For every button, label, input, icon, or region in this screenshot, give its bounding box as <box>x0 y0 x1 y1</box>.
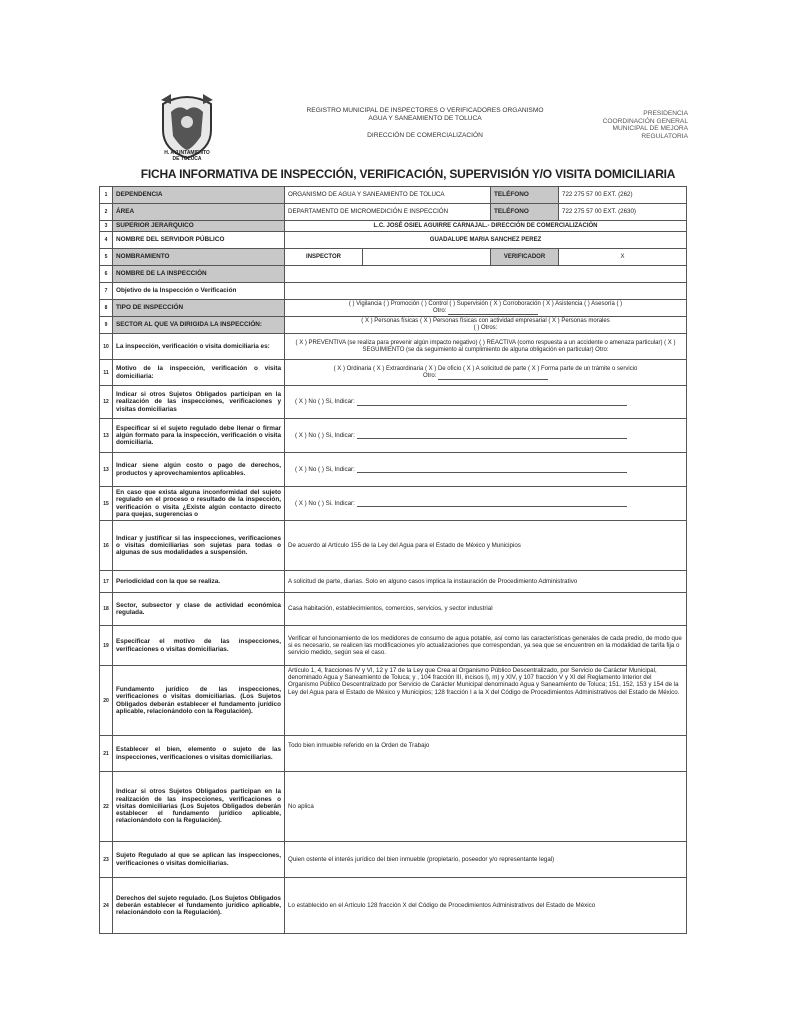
inspection-type-options: ( ) Vigilancia ( ) Promoción ( ) Control ( ) Supervisión ( X ) Corroboración ( X ) Asistencia ( ) Asesoría ( ) <box>348 301 623 307</box>
table-row <box>100 878 687 934</box>
row-number: 15 <box>100 487 113 521</box>
page-title: FICHA INFORMATIVA DE INSPECCIÓN, VERIFICACIÓN, SUPERVISIÓN Y/O VISITA DOMICILIARIA <box>140 167 676 181</box>
table-row <box>100 453 687 487</box>
row-number: 23 <box>100 842 113 878</box>
field-value: ( X ) PREVENTIVA (se realiza para prevenir algún impacto negativo) ( ) REACTIVA (como respuesta a un accidente o amenaza particular) ( X ) SEGUIMIENTO (se da seguimiento al cumplimiento de alguna obligación en particular) Otro: <box>285 334 687 360</box>
table-row <box>100 772 687 842</box>
header-right-line2: COORDINACIÓN GENERAL <box>602 117 688 125</box>
table-row <box>100 249 687 266</box>
header-right-line3: MUNICIPAL DE MEJORA <box>612 125 688 133</box>
header-center-line1: REGISTRO MUNICIPAL DE INSPECTORES O VERIFICADORES ORGANISMO <box>306 107 544 114</box>
field-value: A solicitud de parte, diarias. Solo en alguno casos implica la instauración de Procedimiento Administrativo <box>285 571 687 593</box>
table-row <box>100 521 687 571</box>
field-value: De acuerdo al Artículo 155 de la Ley del Agua para el Estado de México y Municipios <box>285 521 687 571</box>
field-value <box>285 266 687 283</box>
blank-line <box>438 373 548 380</box>
blank-line <box>357 466 627 473</box>
blank-line <box>357 500 627 507</box>
row-number: 2 <box>100 204 113 221</box>
row-number: 7 <box>100 283 113 300</box>
sector-other: ( ) Otros: <box>473 325 498 331</box>
verificador-label: VERIFICADOR <box>491 249 559 266</box>
field-label: Indicar siene algún costo o pago de derechos, productos y aprovechamientos aplicables. <box>113 453 285 487</box>
motive-options: ( X ) Ordinaria ( X ) Extraordinaria ( X ) De oficio ( X ) A solicitud de parte ( X ) Forma parte de un trámite o servicio <box>333 365 638 372</box>
table-row <box>100 736 687 772</box>
field-label: Sector, subsector y clase de actividad económica regulada. <box>113 593 285 626</box>
answer-options: ( X ) No ( ) Si, Indicar: <box>295 465 355 473</box>
field-label: La inspección, verificación o visita domiciliaria es: <box>113 334 285 360</box>
field-label: Especificar el motivo de las inspecciones, verificaciones o visitas domiciliarias. <box>113 626 285 666</box>
field-value: No aplica <box>285 772 687 842</box>
table-row <box>100 487 687 521</box>
row-number: 9 <box>100 317 113 334</box>
field-value: Quien ostente el interés jurídico del bien inmueble (propietario, poseedor y/o representante legal) <box>285 842 687 878</box>
field-label: Objetivo de la Inspección o Verificación <box>113 283 285 300</box>
row-number: 11 <box>100 360 113 386</box>
row-number: 3 <box>100 221 113 232</box>
blank-line <box>357 399 627 406</box>
row-number: 4 <box>100 232 113 249</box>
row-number: 21 <box>100 736 113 772</box>
row-number: 10 <box>100 334 113 360</box>
field-value <box>285 360 687 386</box>
field-label: Motivo de la inspección, verificación o visita domiciliaria: <box>113 360 285 386</box>
field-label: ÁREA <box>113 204 285 221</box>
field-value: L.C. JOSÉ OSIEL AGUIRRE CARNAJAL.- DIRECCIÓN DE COMERCIALIZACIÓN <box>285 221 687 232</box>
field-value: GUADALUPE MARIA SANCHEZ PEREZ <box>285 232 687 249</box>
row-number: 1 <box>100 187 113 204</box>
inspection-form-table <box>99 186 687 934</box>
field-label: Periodicidad con la que se realiza. <box>113 571 285 593</box>
table-row <box>100 666 687 736</box>
answer-options: ( X ) No ( ) Si, Indicar: <box>295 431 355 439</box>
header-right-line4: REGULATORIA <box>641 132 688 140</box>
field-value: Casa habitación, establecimientos, comercios, servicios, y sector industrial <box>285 593 687 626</box>
header-center-line2: AGUA Y SANEAMIENTO DE TOLUCA <box>368 115 482 122</box>
row-number: 8 <box>100 300 113 317</box>
field-label: SECTOR AL QUE VA DIRIGIDA LA INSPECCIÓN: <box>113 317 285 334</box>
field-label: NOMBRAMIENTO <box>113 249 285 266</box>
field-label: NOMBRE DE LA INSPECCIÓN <box>113 266 285 283</box>
field-value <box>285 300 687 317</box>
field-value <box>285 317 687 334</box>
verificador-mark: X <box>559 249 687 266</box>
table-row <box>100 593 687 626</box>
table-row <box>100 360 687 386</box>
table-row <box>100 300 687 317</box>
table-row <box>100 386 687 419</box>
inspector-mark-cell <box>363 249 491 266</box>
field-value <box>285 487 687 521</box>
field-value <box>285 453 687 487</box>
field-label: Indicar si otros Sujetos Obligados participan en la realización de las inspecciones, verificaciones o visitas domiciliarias (Los Sujetos Obligados deberán establecer el fundamento jurídico aplicable, relacionándolo con la Regulación). <box>113 772 285 842</box>
field-label: Derechos del sujeto regulado. (Los Sujetos Obligados deberán establecer el fundamento jurídico aplicable, relacionándolo con la Regulación). <box>113 878 285 934</box>
row-number: 20 <box>100 666 113 736</box>
answer-options: ( X ) No ( ) Si. Indicar: <box>295 499 355 507</box>
field-value: Lo establecido en el Artículo 128 fracción X del Código de Procedimientos Administrativos del Estado de México <box>285 878 687 934</box>
field-label: SUPERIOR JERARQUICO <box>113 221 285 232</box>
field-value <box>285 283 687 300</box>
row-number: 5 <box>100 249 113 266</box>
table-row <box>100 626 687 666</box>
row-number: 13 <box>100 419 113 453</box>
table-row <box>100 221 687 232</box>
row-number: 12 <box>100 386 113 419</box>
table-row <box>100 232 687 249</box>
table-row <box>100 571 687 593</box>
field-label: Indicar y justificar si las inspecciones, verificaciones o visitas domiciliarias son sujetas para todas o algunas de sus modalidades a suspensión. <box>113 521 285 571</box>
field-label: DEPENDENCIA <box>113 187 285 204</box>
field-value: ORGANISMO DE AGUA Y SANEAMIENTO DE TOLUCA <box>285 187 491 204</box>
other-label: Otro: <box>433 308 447 314</box>
field-value: Verificar el funcionamiento de los medidores de consumo de agua potable, así como las características generales de cada predio, de modo que si es necesario, se realicen las modificaciones y/o actualizaciones que correspondan, ya sea que se encuentren en la modalidad de tarifa fija o servicio medido, según sea el caso. <box>285 626 687 666</box>
table-row <box>100 187 687 204</box>
field-value: Todo bien inmueble referido en la Orden de Trabajo <box>285 736 687 772</box>
row-number: 22 <box>100 772 113 842</box>
field-label: Fundamento jurídico de las inspecciones, verificaciones o visitas domiciliarias. (Los Sujetos Obligados deberán establecer el fundamento jurídico aplicable, relacionándolo con la Regulación). <box>113 666 285 736</box>
answer-options: ( X ) No ( ) Si, Indicar: <box>295 398 355 406</box>
row-number: 6 <box>100 266 113 283</box>
blank-line <box>357 432 627 439</box>
table-row <box>100 317 687 334</box>
row-number: 24 <box>100 878 113 934</box>
phone-value: 722 275 57 00 EXT. (262) <box>559 187 687 204</box>
field-value <box>285 419 687 453</box>
row-number: 19 <box>100 626 113 666</box>
table-row <box>100 842 687 878</box>
field-value: DEPARTAMENTO DE MICROMEDICIÓN E INSPECCIÓN <box>285 204 491 221</box>
row-number: 16 <box>100 521 113 571</box>
field-label: Establecer el bien, elemento o sujeto de las inspecciones, verificaciones o visitas domiciliarias. <box>113 736 285 772</box>
header-center <box>290 107 560 140</box>
inspector-label: INSPECTOR <box>285 249 363 266</box>
sector-options: ( X ) Personas físicas ( X ) Personas físicas con actividad empresarial ( X ) Personas morales <box>361 318 610 324</box>
blank-line <box>448 308 538 315</box>
logo-caption: H. AYUNTAMIENTO DE TOLUCA <box>164 150 210 162</box>
phone-value: 722 275 57 00 EXT. (2630) <box>559 204 687 221</box>
field-label: Especificar si el sujeto regulado debe llenar o firmar algún formato para la inspección, verificación o visita domiciliaria. <box>113 419 285 453</box>
header-right-line1: PRESIDENCIA <box>643 110 688 117</box>
table-row <box>100 283 687 300</box>
field-value: Artículo 1, 4, fracciones IV y VI, 12 y 17 de la Ley que Crea al Organismo Público Descentralizado, por Servicio de Carácter Municipal, denominado Agua y Saneamiento de Toluca; y , 104 fracción III, incisos l), m) y XIV, y 107 fracción V y XI del Reglamento Interior del Organismo Público Descentralizado por Servicio de Carácter Municipal denominado Agua y Saneamiento de Toluca; 151, 152, 153 y 154 de la Ley del Agua para el Estado de México y Municipios; 128 fracción I a la X del Código de Procedimientos Administrativos del Estado de México. <box>285 666 687 736</box>
table-row <box>100 419 687 453</box>
phone-label: TELÉFONO <box>491 204 559 221</box>
field-label: NOMBRE DEL SERVIDOR PÚBLICO <box>113 232 285 249</box>
table-row <box>100 266 687 283</box>
row-number: 17 <box>100 571 113 593</box>
table-row <box>100 334 687 360</box>
row-number: 18 <box>100 593 113 626</box>
field-value <box>285 386 687 419</box>
field-label: Indicar si otros Sujetos Obligados participan en la realización de las inspecciones, verificaciones y visitas domiciliarias <box>113 386 285 419</box>
inspection-type-other <box>288 308 683 315</box>
other-label: Otro: <box>423 372 437 379</box>
field-label: Sujeto Regulado al que se aplican las inspecciones, verificaciones o visitas domiciliarias. <box>113 842 285 878</box>
field-label: En caso que exista alguna inconformidad del sujeto regulado en el proceso o resultado de la inspección, verificación o visita ¿Existe algún contacto directo para quejas, sugerencias o <box>113 487 285 521</box>
phone-label: TELÉFONO <box>491 187 559 204</box>
header-right <box>588 110 688 140</box>
field-label: TIPO DE INSPECCIÓN <box>113 300 285 317</box>
motive-other <box>288 373 683 380</box>
row-number: 13 <box>100 453 113 487</box>
header-center-line3: DIRECCIÓN DE COMERCIALIZACIÓN <box>367 132 483 139</box>
table-row <box>100 204 687 221</box>
